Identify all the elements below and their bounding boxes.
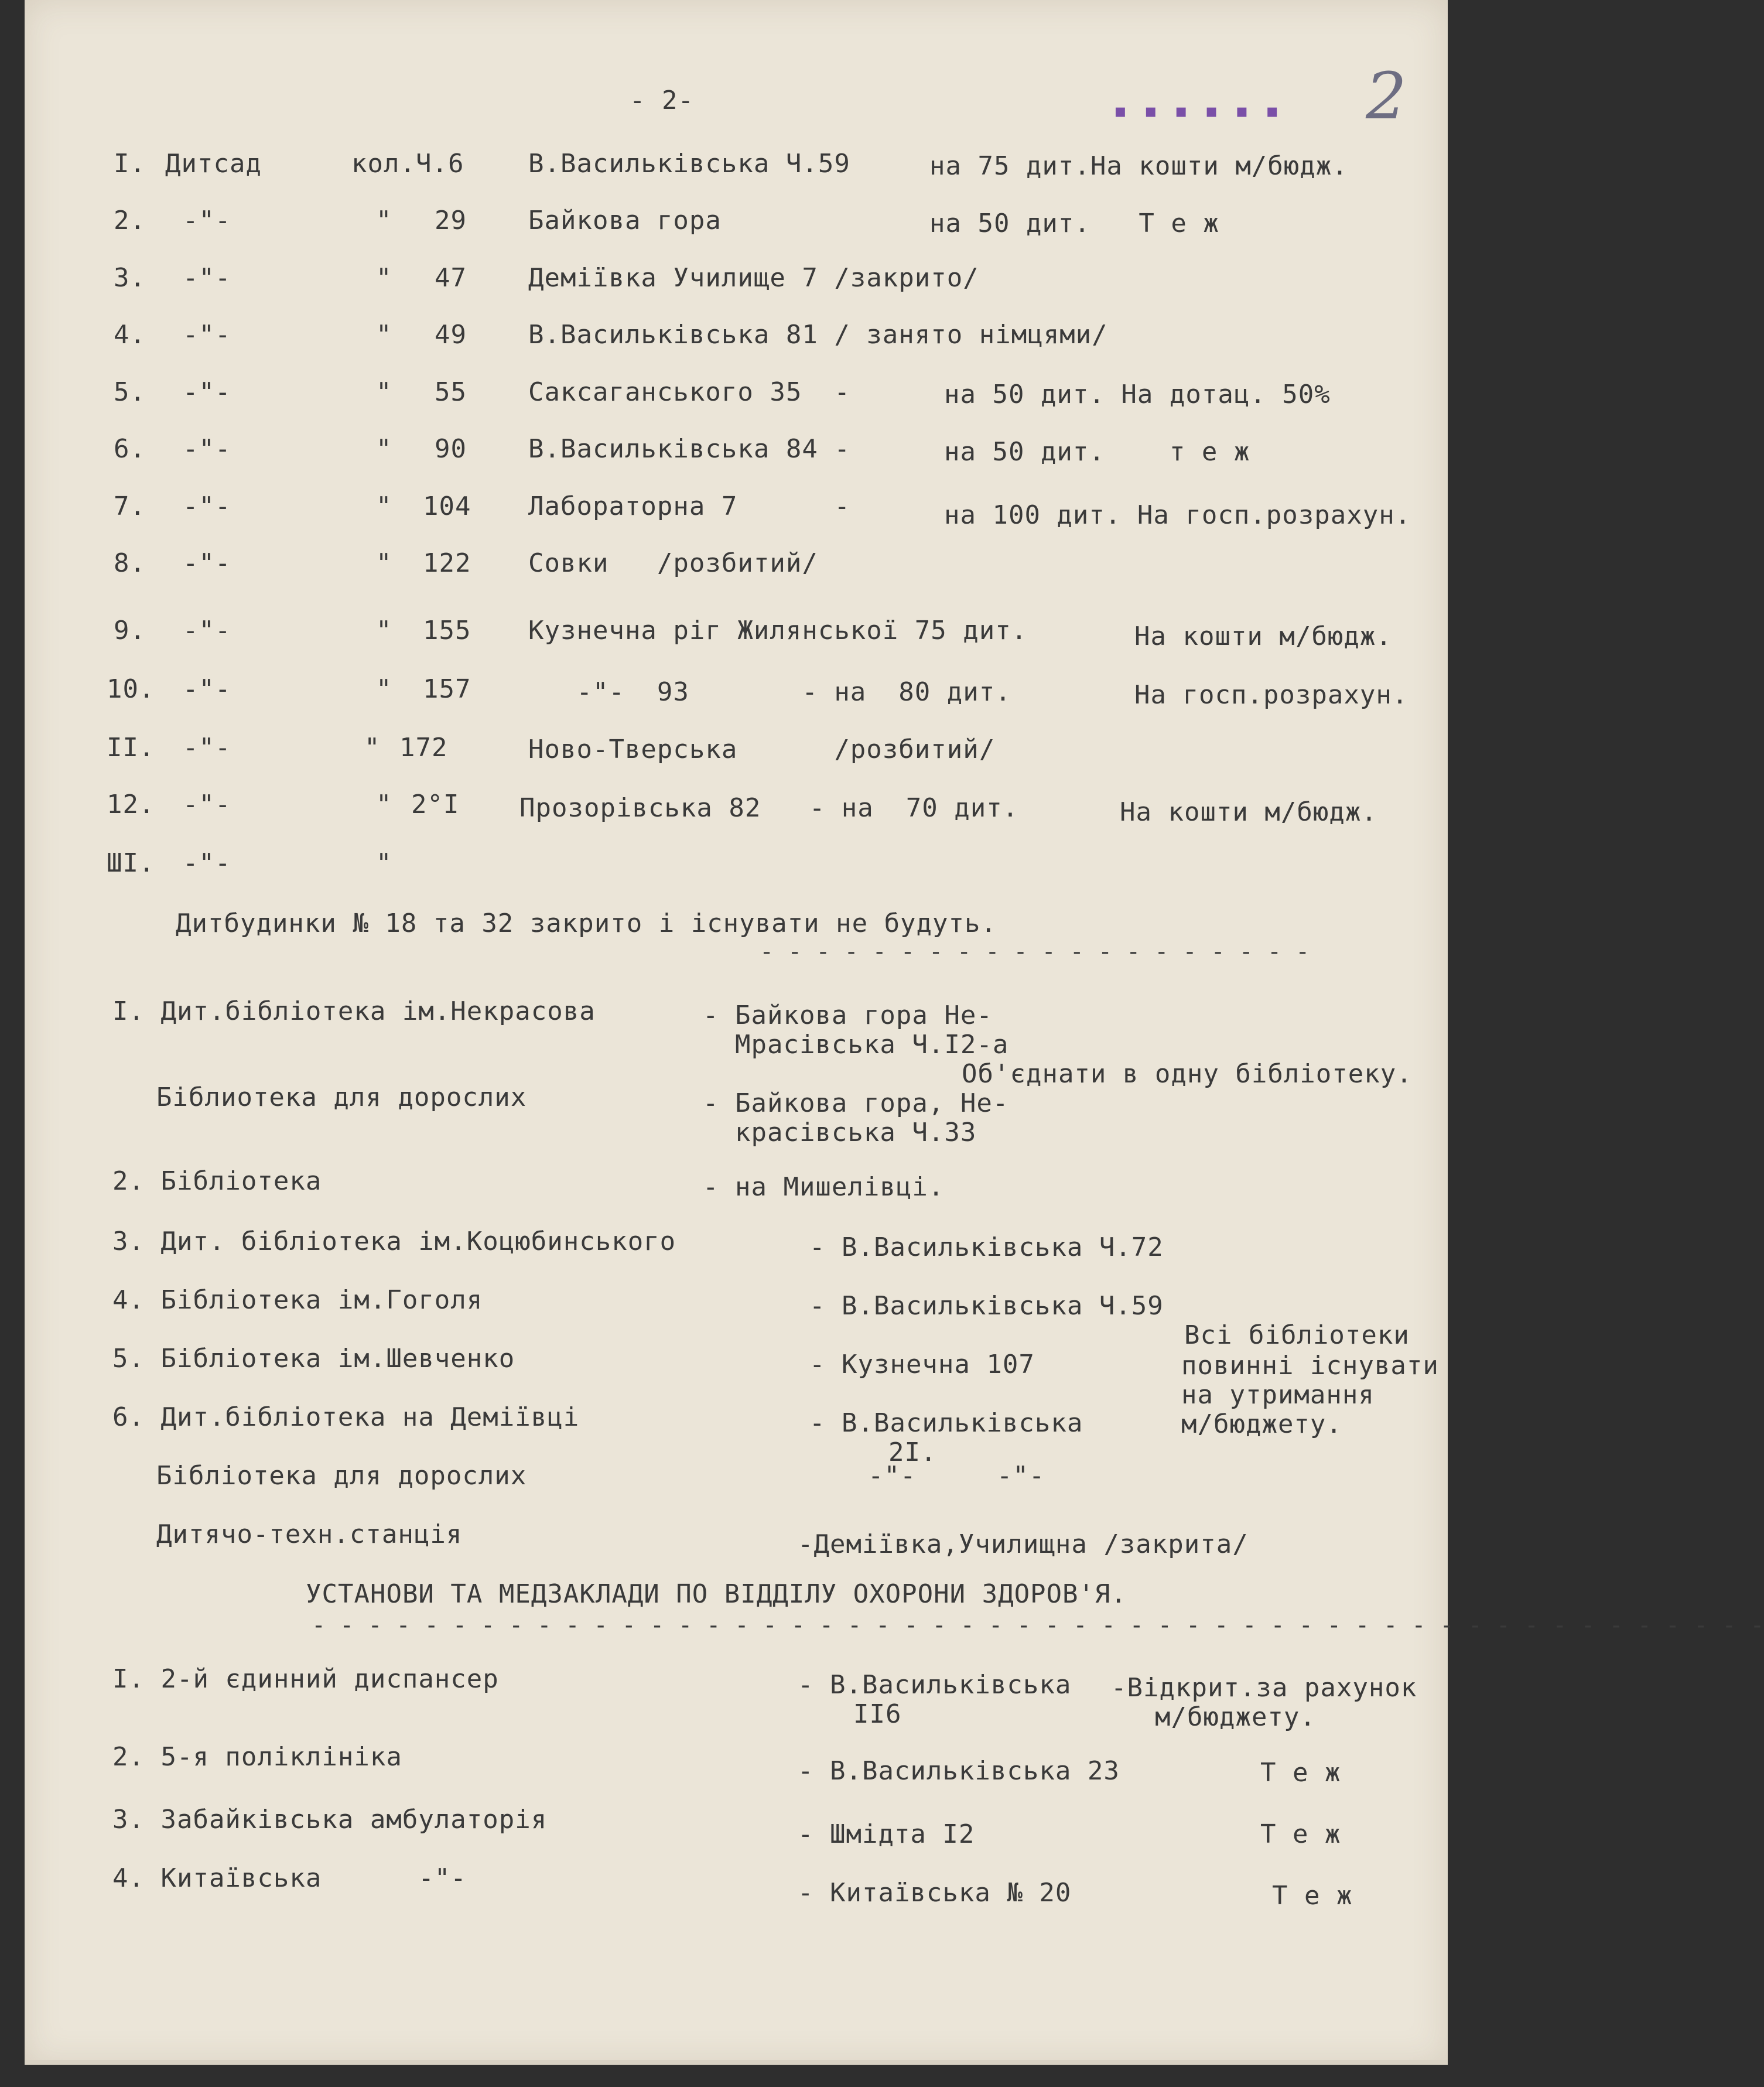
health-title: 3. Забайківська амбулаторія (112, 1805, 548, 1835)
item-number: I. (114, 149, 146, 179)
item-address: -"- 93 - на 80 дит. (528, 677, 1011, 707)
all-libraries-note: м/бюджету. (1181, 1409, 1342, 1439)
item-kol: " (376, 434, 392, 464)
item-name: -"- (183, 848, 231, 878)
item-address: Прозорівська 82 - на 70 дит. (519, 793, 1019, 823)
library-address: - Байкова гора Не- (703, 1000, 993, 1030)
item-name: -"- (183, 377, 231, 407)
item-note: На кошти м/бюдж. (1120, 797, 1377, 827)
item-number: 5. (114, 377, 146, 407)
item-name: -"- (183, 733, 231, 763)
item-number: 6. (114, 434, 146, 464)
item-number: 12. (107, 790, 155, 819)
library-address: Мрасівська Ч.I2-а (703, 1030, 1009, 1060)
item-no: 122 (423, 548, 471, 578)
item-name: -"- (183, 263, 231, 293)
item-no: 90 (435, 434, 467, 464)
item-number: 9. (114, 616, 146, 645)
library-address: -Деміївка,Училищна /закрита/ (798, 1529, 1249, 1559)
health-note: -Відкрит.за рахунок (1111, 1673, 1417, 1703)
library-title: Біблиотека для дорослих (156, 1082, 527, 1112)
health-note: Т е ж (1272, 1881, 1353, 1911)
item-number: 4. (114, 320, 146, 350)
library-address: - В.Васильківська (809, 1408, 1083, 1438)
library-title: Дитячо-техн.станція (156, 1519, 463, 1549)
library-title: 6. Дит.бібліотека на Деміївці (112, 1402, 580, 1432)
item-no: 155 (423, 616, 471, 645)
item-no: 172 (399, 733, 448, 763)
item-kol: " (376, 674, 392, 704)
library-address: - Байкова гора, Не- (703, 1088, 1009, 1118)
item-no: 55 (435, 377, 467, 407)
library-address: -"- -"- (868, 1461, 1045, 1491)
item-kol: " (376, 320, 392, 350)
item-number: 7. (114, 491, 146, 521)
item-address: Саксаганського 35 - (528, 377, 850, 407)
library-title: 3. Дит. бібліотека ім.Коцюбинського (112, 1227, 676, 1256)
item-name: Дитсад (165, 149, 262, 179)
item-name: -"- (183, 674, 231, 704)
library-title: I. Дит.бібліотека ім.Некрасова (112, 996, 596, 1026)
library-title: 2. Бібліотека (112, 1166, 322, 1196)
item-kol: " (376, 548, 392, 578)
item-note: на 75 дит.На кошти м/бюдж. (929, 151, 1348, 181)
item-name: -"- (183, 548, 231, 578)
health-address: II6 (821, 1699, 902, 1729)
library-address: - на Мишелівці. (703, 1172, 945, 1202)
item-no: 104 (423, 491, 471, 521)
document-sheet (25, 0, 1764, 2065)
item-address: В.Васильківська 81 / занято німцями/ (528, 320, 1108, 350)
item-number: 10. (107, 674, 155, 704)
library-address: красівська Ч.33 (703, 1118, 977, 1147)
item-kol: " (376, 377, 392, 407)
health-title: I. 2-й єдинний диспансер (112, 1664, 499, 1694)
children-homes-note: Дитбудинки № 18 та 32 закрито і існувати не будуть. (176, 908, 997, 938)
library-address: - В.Васильківська Ч.72 (809, 1232, 1164, 1262)
item-note: на 100 дит. На госп.розрахун. (944, 500, 1411, 530)
item-number: II. (107, 733, 155, 763)
health-note: м/бюджету. (1155, 1702, 1316, 1732)
library-address: - Кузнечна 107 (809, 1350, 1035, 1379)
item-address: Деміївка Училище 7 /закрито/ (528, 263, 979, 293)
library-title: Бібліотека для дорослих (156, 1461, 527, 1491)
health-note: Т е ж (1260, 1758, 1341, 1788)
health-address: - В.Васильківська 23 (798, 1756, 1120, 1786)
item-address: Кузнечна ріг Жилянської 75 дит. (528, 616, 1028, 645)
item-note: на 50 дит. Т е ж (929, 209, 1219, 238)
item-kol: кол.Ч.6 (351, 149, 464, 179)
library-title: 4. Бібліотека ім.Гоголя (112, 1285, 483, 1315)
health-note: Т е ж (1260, 1819, 1341, 1849)
item-address: В.Васильківська Ч.59 (528, 149, 850, 179)
item-name: -"- (183, 320, 231, 350)
item-address: В.Васильківська 84 - (528, 434, 850, 464)
all-libraries-note: на утримання (1181, 1380, 1375, 1410)
underline: - - - - - - - - - - - - - - - - - - - - (760, 938, 1310, 965)
item-number: ШІ. (107, 848, 155, 878)
item-address: Байкова гора (528, 206, 722, 235)
item-note: На госп.розрахун. (1134, 680, 1409, 710)
library-address: 2I. (856, 1437, 937, 1467)
item-note: на 50 дит. т е ж (944, 437, 1250, 467)
item-kol: " (376, 848, 392, 878)
item-no: 49 (435, 320, 467, 350)
item-kol: " (376, 263, 392, 293)
folio-number: 2 (1366, 59, 1407, 134)
health-address: - Китаївська № 20 (798, 1878, 1072, 1908)
health-address: - Шмідта I2 (798, 1819, 975, 1849)
item-note: на 50 дит. На дотац. 50% (944, 380, 1331, 409)
item-kol: " (376, 790, 392, 819)
item-no: 157 (423, 674, 471, 704)
item-kol: " (376, 206, 392, 235)
item-number: 8. (114, 548, 146, 578)
item-no: 29 (435, 206, 467, 235)
stamp-mark: ▪ ▪ ▪ ▪ ▪ ▪ (1114, 100, 1284, 122)
item-name: -"- (183, 790, 231, 819)
item-name: -"- (183, 616, 231, 645)
item-no: 2°I (411, 790, 460, 819)
merge-note: Об'єднати в одну бібліотеку. (962, 1059, 1413, 1089)
item-name: -"- (183, 206, 231, 235)
item-address: Ново-Тверська /розбитий/ (528, 735, 996, 764)
health-address: - В.Васильківська (798, 1670, 1072, 1700)
item-name: -"- (183, 491, 231, 521)
item-number: 2. (114, 206, 146, 235)
item-kol: " (376, 616, 392, 645)
item-note: На кошти м/бюдж. (1134, 621, 1392, 651)
all-libraries-note: Всі бібліотеки (1184, 1320, 1410, 1350)
item-address: Лабораторна 7 - (528, 491, 850, 521)
item-name: -"- (183, 434, 231, 464)
item-number: 3. (114, 263, 146, 293)
health-heading: УСТАНОВИ ТА МЕДЗАКЛАДИ ПО ВІДДІЛУ ОХОРОНИ ЗДОРОВ'Я. (306, 1579, 1127, 1609)
underline: - - - - - - - - - - - - - - - - - - - - - - - - - - - - - - - - - - - - - - - - - - - - - - - - - - - - (312, 1612, 1764, 1639)
item-no: 47 (435, 263, 467, 293)
all-libraries-note: повинні існувати (1181, 1351, 1439, 1381)
item-kol: " (364, 733, 381, 763)
item-kol: " (376, 491, 392, 521)
page-number: - 2- (630, 86, 694, 115)
library-address: - В.Васильківська Ч.59 (809, 1291, 1164, 1321)
library-title: 5. Бібліотека ім.Шевченко (112, 1344, 515, 1374)
item-address: Совки /розбитий/ (528, 548, 818, 578)
health-title: 4. Китаївська -"- (112, 1863, 467, 1893)
health-title: 2. 5-я поліклініка (112, 1742, 402, 1772)
